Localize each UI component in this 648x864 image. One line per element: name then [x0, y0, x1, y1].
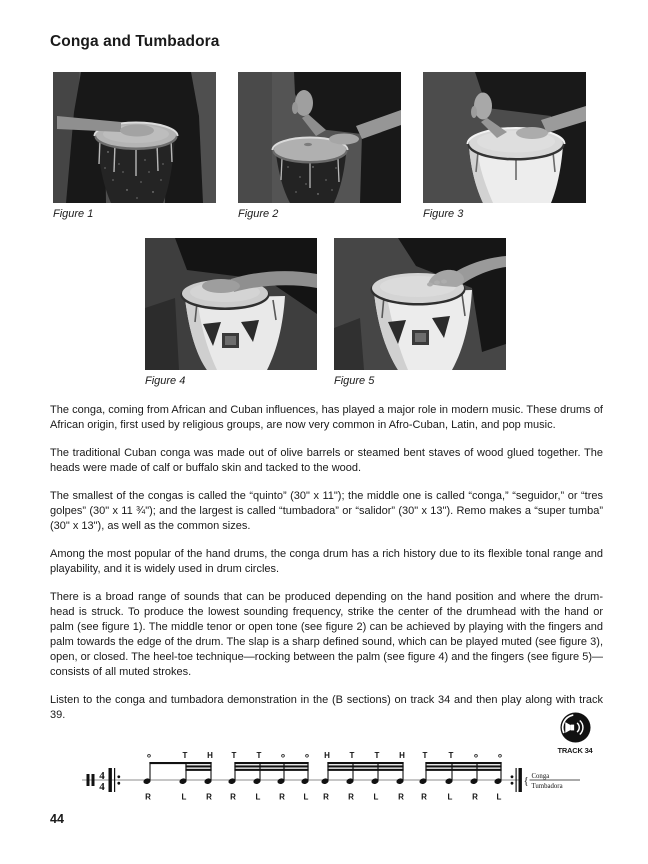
figure-3 [423, 72, 586, 220]
figure-5-photo [334, 238, 506, 370]
svg-text:L: L [303, 792, 309, 802]
raised-palm [295, 90, 313, 116]
paragraph: Listen to the conga and tumbadora demonstration in the (B sections) on track 34 and then play along with track 39. [50, 694, 603, 721]
figure-1-photo [53, 72, 216, 203]
svg-text:R: R [323, 792, 329, 802]
fingers-on-drumhead [329, 134, 359, 145]
paragraph: The conga, coming from African and Cuban influences, has played a major role in modern music. These drums of African origin, first used by religious groups, are now very common in Afro-Cuban, Latin, and pop music. [50, 404, 603, 431]
svg-text:T: T [422, 751, 428, 760]
figure-3-caption: Figure 3 [423, 208, 464, 220]
figure-5 [334, 238, 506, 387]
svg-text:H: H [324, 751, 330, 760]
hand-on-drumhead [120, 125, 154, 137]
svg-text:T: T [182, 751, 188, 760]
svg-text:T: T [448, 751, 454, 760]
page-title: Conga and Tumbadora [50, 33, 220, 50]
svg-text:4: 4 [99, 780, 105, 793]
svg-text:o: o [474, 752, 478, 760]
svg-text:L: L [181, 792, 187, 802]
svg-text:Tumbadora: Tumbadora [531, 783, 563, 790]
svg-text:o: o [147, 752, 151, 760]
figure-4 [145, 238, 317, 387]
page-number: 44 [50, 812, 64, 826]
svg-text:R: R [206, 792, 212, 802]
figure-4-photo [145, 238, 317, 370]
paragraph: The smallest of the congas is called the “quinto” (30" x 11"); the middle one is called “conga,” “seguidor,” or “tres golpes” (30" x 11 ¾"); and the largest is called “tumbadora” or “salidor” (30" x 13"). Remo makes a “super tumba” (30" x 13"), as well as the common sizes. [50, 490, 603, 532]
palm-heel-on-drumhead [202, 279, 240, 293]
svg-text:R: R [398, 792, 404, 802]
figure-4-caption: Figure 4 [145, 375, 186, 387]
svg-text:R: R [230, 792, 236, 802]
fingers-on-drumhead [516, 127, 548, 139]
svg-text:H: H [207, 751, 213, 760]
figure-2-caption: Figure 2 [238, 208, 279, 220]
svg-text:L: L [373, 792, 379, 802]
svg-text:L: L [447, 792, 453, 802]
paragraph: The traditional Cuban conga was made out of olive barrels or steamed bent staves of wood glued together. The heads were made of calf or buffalo skin and tacked to the wood. [50, 447, 603, 474]
svg-text:R: R [348, 792, 354, 802]
paragraph: Among the most popular of the hand drums, the conga drum has a rich history due to its flexible tonal range and playability, and it is widely used in drum circles. [50, 548, 603, 575]
speaker-icon [559, 711, 592, 744]
figure-2 [238, 72, 401, 220]
body-text [50, 403, 603, 736]
track-badge-label: TRACK 34 [557, 746, 593, 755]
svg-text:o: o [281, 752, 285, 760]
svg-text:H: H [399, 751, 405, 760]
paragraph: There is a broad range of sounds that can be produced depending on the hand position and where the drum-head is struck. To produce the lowest sounding frequency, strike the center of the drumhead with the hand or palm (see figure 1). The middle tenor or open tone (see figure 2) can be achieved by playing with the fingers and palm towards the edge of the drum. The slap is a sharp defined sound, which can be played muted (see figure 3), open, or closed. The heel-toe technique—rocking between the palm (see figure 4) and the fingers (see figure 5)—consists of all muted strokes. [50, 591, 603, 678]
svg-text:R: R [421, 792, 427, 802]
svg-text:T: T [256, 751, 262, 760]
svg-text:4: 4 [99, 770, 105, 783]
figure-5-caption: Figure 5 [334, 375, 375, 387]
svg-text:T: T [231, 751, 237, 760]
svg-text:R: R [472, 792, 478, 802]
svg-text:L: L [255, 792, 261, 802]
svg-text:T: T [349, 751, 355, 760]
svg-text:{: { [523, 774, 529, 787]
svg-text:o: o [498, 752, 502, 760]
figure-2-photo [238, 72, 401, 203]
svg-text:o: o [305, 752, 309, 760]
raised-palm [474, 93, 492, 120]
svg-text:R: R [145, 792, 151, 802]
svg-text:L: L [496, 792, 502, 802]
svg-text:Conga: Conga [531, 773, 550, 780]
svg-text:R: R [279, 792, 285, 802]
figure-1 [53, 72, 216, 220]
svg-text:T: T [374, 751, 380, 760]
figure-3-photo [423, 72, 586, 203]
conga-notation-staff [72, 748, 592, 812]
figure-1-caption: Figure 1 [53, 208, 94, 220]
